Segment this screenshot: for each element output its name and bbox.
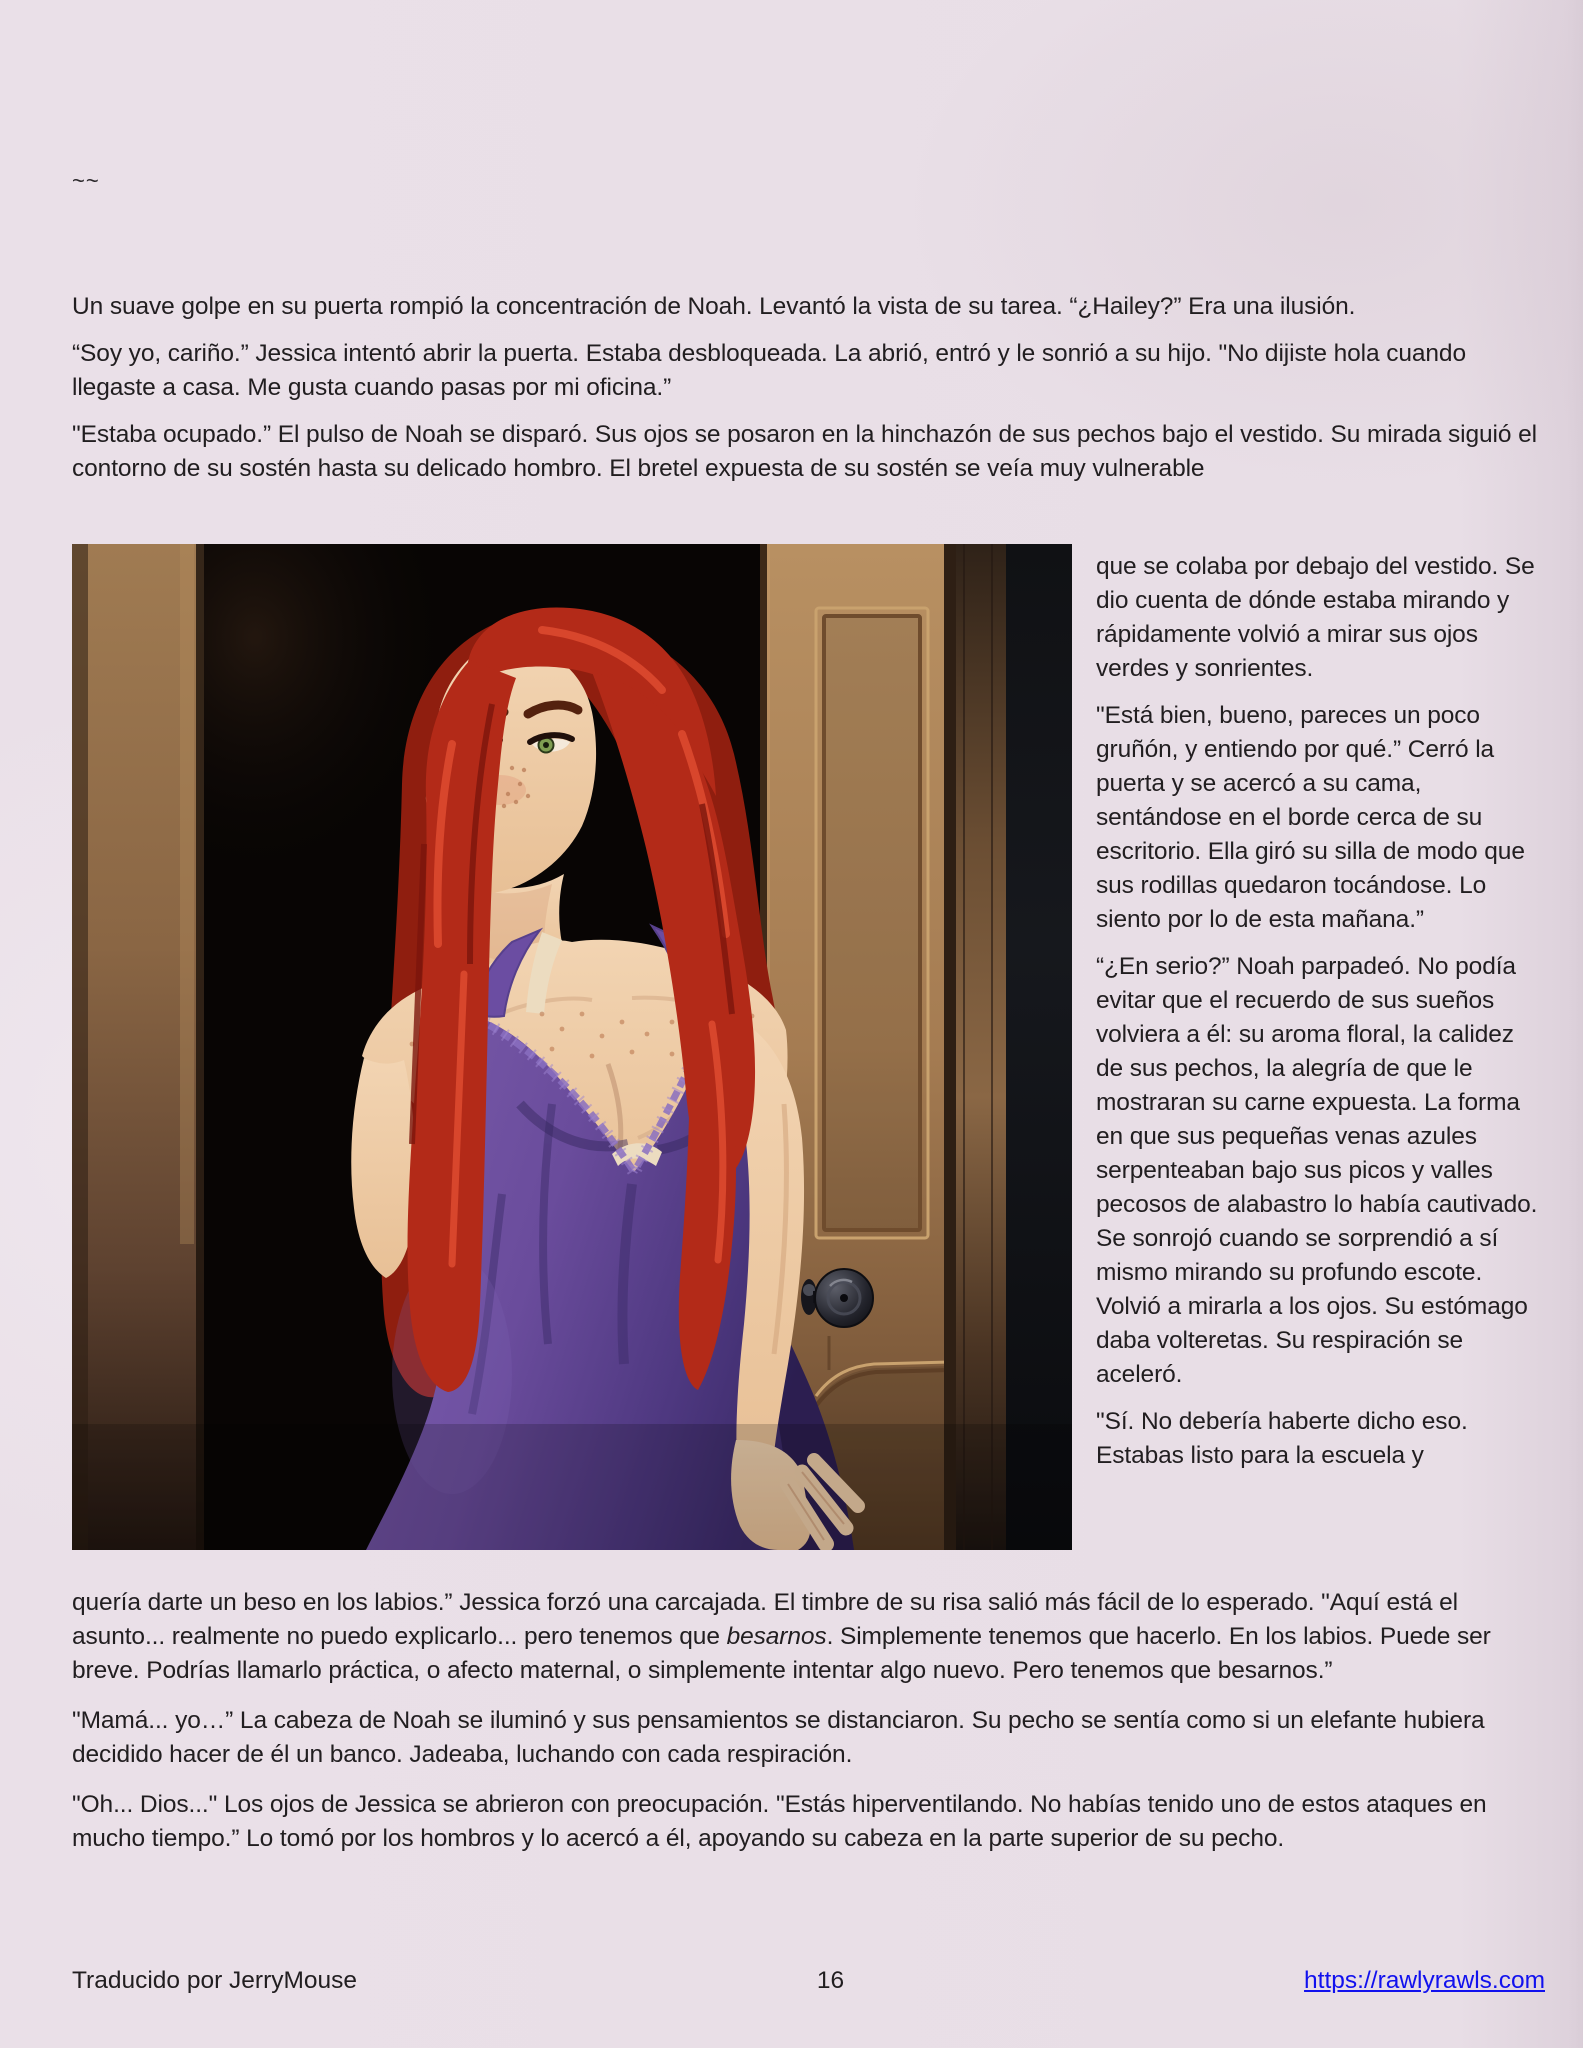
paragraph: "Oh... Dios..." Los ojos de Jessica se abrieron con preocupación. "Estás hiperventilando. No habías tenido uno de estos ataques en mucho tiempo.” Lo tomó por los hombros y lo acercó a él, apoyando su cabeza en la parte superior de su pecho. [72,1791,1487,1852]
paragraph: “¿En serio?” Noah parpadeó. No podía evitar que el recuerdo de sus sueños volviera a él: su aroma floral, la calidez de sus pechos, la alegría de que le mostraran su carne expuesta. La forma en que sus pequeñas venas azules serpenteaban bajo sus picos y valles pecosos de alabastro lo había cautivado. Se sonrojó cuando se sorprendió a sí mismo mirando su profundo escote. Volvió a mirarla a los ojos. Su estómago daba volteretas. Su respiración se aceleró. [1096,953,1538,1388]
page-content [0,168,1583,1856]
source-link[interactable]: https://rawlyrawls.com [1304,1967,1545,1994]
paragraph: "Mamá... yo…” La cabeza de Noah se iluminó y sus pensamientos se distanciaron. Su pecho se sentía como si un elefante hubiera decidido hacer de él un banco. Jadeaba, luchando con cada respiración. [72,1707,1485,1768]
door-panel [816,608,928,1238]
paragraph: Un suave golpe en su puerta rompió la concentración de Noah. Levantó la vista de su tarea. “¿Hailey?” Era una ilusión. [72,293,1356,320]
section-separator: ~~ [72,168,100,193]
left-doorframe [72,544,204,1550]
paragraph-text: quería darte un beso en los labios.” Jessica forzó una carcajada. El timbre de su risa salió más fácil de lo esperado. "Aquí está el asunto... realmente no puedo explicarlo... pero tenemos que [72,1589,1458,1650]
story-illustration-image [72,544,1072,1550]
paragraph: “Soy yo, cariño.” Jessica intentó abrir la puerta. Estaba desbloqueada. La abrió, entró y le sonrió a su hijo. "No dijiste hola cuando llegaste a casa. Me gusta cuando pasas por mi oficina.” [72,340,1466,401]
right-doorframe [956,544,1072,1550]
emphasized-word: besarnos [726,1623,827,1650]
page-footer [72,1964,1545,1998]
paragraph: "Está bien, bueno, pareces un poco gruñón, y entiendo por qué.” Cerró la puerta y se acercó a su cama, sentándose en el borde cerca de su escritorio. Ella giró su silla de modo que sus rodillas quedaron tocándose. Lo siento por lo de esta mañana.” [1096,702,1525,933]
story-illustration [72,544,1072,1550]
translator-credit: Traducido por JerryMouse [72,1967,358,1994]
paragraph: "Sí. No debería haberte dicho eso. Estabas listo para la escuela y [1096,1408,1468,1469]
paragraph [72,1586,1545,1688]
paragraph-text: . Simplemente tenemos que hacerlo. En los labios. Puede ser breve. Podrías llamarlo práctica, o afecto maternal, o simplemente intentar algo nuevo. Pero tenemos que besarnos.” [72,1623,1491,1684]
paragraph: que se colaba por debajo del vestido. Se dio cuenta de dónde estaba mirando y rápidamente volvió a mirar sus ojos verdes y sonrientes. [1096,553,1535,682]
page-number: 16 [816,1967,845,1994]
paragraph: "Estaba ocupado.” El pulso de Noah se disparó. Sus ojos se posaron en la hinchazón de sus pechos bajo el vestido. Su mirada siguió el contorno de su sostén hasta su delicado hombro. El bretel expuesta de su sostén se veía muy vulnerable [72,421,1537,482]
vignette [72,1424,1072,1550]
